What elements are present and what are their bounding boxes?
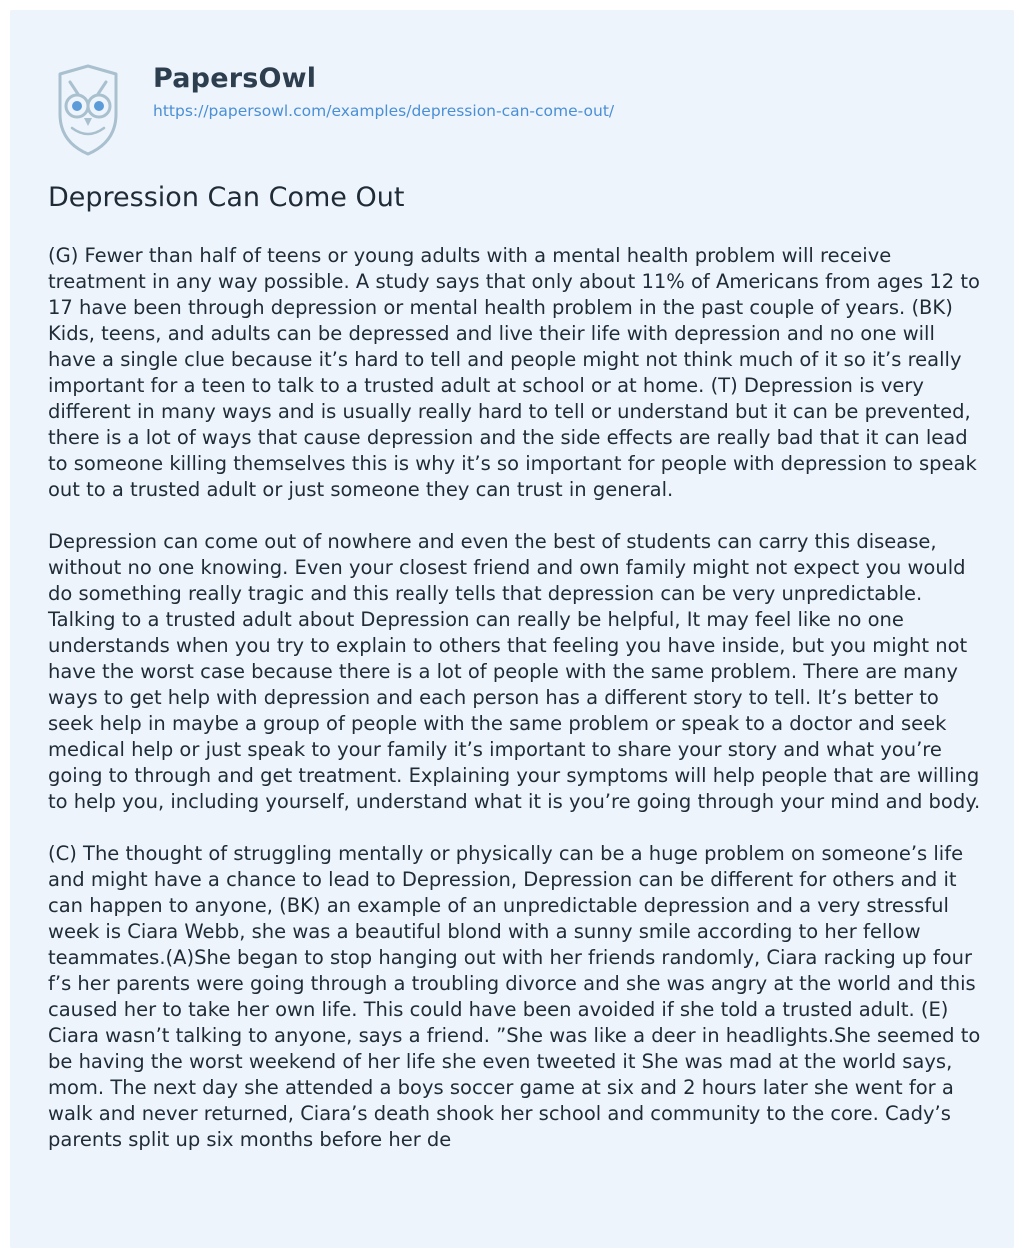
essay-title: Depression Can Come Out xyxy=(48,182,405,213)
paragraph-1: (G) Fewer than half of teens or young adults with a mental health problem will receive treatment in any way possible. A study says that only about 11% of Americans from ages 12 to 17 have been through depression or mental health problem in the past couple of years. (BK) Kids, teens, and adults can be depressed and live their life with depression and no one will have a single clue because it’s hard to tell and people might not think much of it so it’s really important for a teen to talk to a trusted adult at school or at home. (T) Depression is very different in many ways and is usually really hard to tell or understand but it can be prevented, there is a lot of ways that cause depression and the side effects are really bad that it can lead to someone killing themselves this is why it’s so important for people with depression to speak out to a trusted adult or just someone they can trust in general. xyxy=(48,244,980,501)
paragraph-3: (C) The thought of struggling mentally or physically can be a huge problem on someone’s life and might have a chance to lead to Depression, Depression can be different for others and it can happen to anyone, (BK) an example of an unpredictable depression and a very stressful week is Ciara Webb, she was a beautiful blond with a sunny smile according to her fellow teammates.(A)She began to stop hanging out with her friends randomly, Ciara racking up four f’s her parents were going through a troubling divorce and she was angry at the world and this caused her to take her own life. This could have been avoided if she told a trusted adult. (E) Ciara wasn’t talking to anyone, says a friend. ”She was like a deer in headlights.She seemed to be having the worst weekend of her life she even tweeted it She was mad at the world says, mom. The next day she attended a boys soccer game at six and 2 hours later she went for a walk and never returned, Ciara’s death shook her school and community to the core. Cady’s parents split up six months before her de xyxy=(48,842,981,1151)
brand-name: PapersOwl xyxy=(153,63,317,94)
owl-logo-icon xyxy=(48,60,128,160)
document-page xyxy=(10,10,1014,1248)
essay-body xyxy=(48,243,982,1179)
source-url-link[interactable]: https://papersowl.com/examples/depression-can-come-out/ xyxy=(153,101,615,120)
paragraph-2: Depression can come out of nowhere and even the best of students can carry this disease, without no one knowing. Even your closest friend and own family might not expect you would do something really tragic and this really tells that depression can be very unpredictable. Talking to a trusted adult about Depression can really be helpful, It may feel like no one understands when you try to explain to others that feeling you have inside, but you might not have the worst case because there is a lot of people with the same problem. There are many ways to get help with depression and each person has a different story to tell. It’s better to seek help in maybe a group of people with the same problem or speak to a doctor and seek medical help or just speak to your family it’s important to share your story and what you’re going to through and get treatment. Explaining your symptoms will help people that are willing to help you, including yourself, understand what it is you’re going through your mind and body. xyxy=(48,530,981,813)
brand-block xyxy=(153,64,614,120)
site-header xyxy=(48,60,988,160)
